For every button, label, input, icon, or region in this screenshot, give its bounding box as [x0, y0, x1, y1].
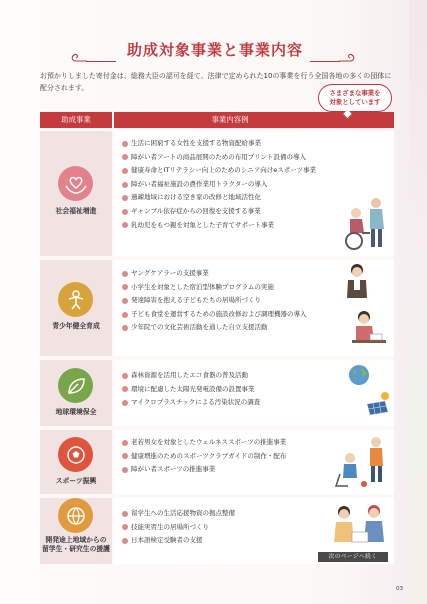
list-item: 健康増進のためのスポーツクラブガイドの制作・配布: [122, 450, 286, 464]
list-item: 健康寿命とITリテラシー向上のためのシニア向けeスポーツ事業: [122, 164, 316, 178]
title-swirl-right-icon: [338, 52, 356, 66]
list-item: 障がい者アートの商品展開のための布用プリント設備の導入: [122, 151, 316, 165]
title-rule-left: [86, 61, 116, 62]
header-divider: [112, 112, 114, 128]
list-item: 環境に配慮した太陽光発電設備の設置事業: [122, 383, 260, 397]
category-cell: [40, 360, 112, 426]
table-row-sports: [40, 430, 394, 494]
list-item: 森林資源を活用したエコ食器の普及活動: [122, 369, 260, 383]
list-item: 子ども食堂を運営するための施設改修および調理機器の導入: [122, 308, 307, 322]
list-item: ギャンブル依存症からの回復を支援する事業: [122, 205, 316, 219]
list-item: 発達障害を抱える子どもたちの居場所づくり: [122, 294, 307, 308]
list-item: 技能実習生の居場所づくり: [122, 521, 235, 535]
leaf-globe-icon: [58, 368, 93, 403]
list-item: 留学生への生活応援物資の拠点整備: [122, 507, 235, 521]
table-header: [40, 112, 394, 128]
list-item: 障がい者福祉施設の農作業用トラクターの導入: [122, 178, 316, 192]
callout-bubble: [318, 84, 392, 112]
category-label: 社会福祉増進: [55, 207, 97, 215]
category-cell: [40, 260, 112, 356]
category-label-line: 開発途上地域からの: [45, 536, 107, 544]
content-cell: [114, 260, 394, 356]
intro-text: お預かりしました寄付金は、総務大臣の認可を経て、法律で定められた10の事業を行う全国各地の多くの団体に配分されます。: [40, 72, 392, 92]
list-item: 老若男女を対象としたウェルネススポーツの推進事業: [122, 436, 286, 450]
item-list: [122, 267, 307, 335]
list-item: 日本語検定受験者の支援: [122, 534, 235, 548]
youth-figure-icon: [58, 282, 93, 317]
category-cell: [40, 498, 112, 564]
category-label: スポーツ振興: [55, 477, 97, 485]
header-content: 事業内容例: [211, 115, 249, 124]
item-list: [122, 137, 316, 232]
list-item: 小学生を対象とした宿泊型体験プログラムの実施: [122, 281, 307, 295]
side-decoration: [409, 0, 427, 604]
sports-ball-icon: [58, 437, 93, 472]
student-illustration: [342, 262, 372, 302]
title-swirl-left-icon: [70, 52, 88, 66]
content-cell: [114, 131, 394, 256]
students-globe-icon: [58, 498, 93, 533]
content-cell: [114, 360, 394, 426]
list-item: マイクロプラスチックによる汚染状況の調査: [122, 396, 260, 410]
page-title: 助成対象事業と事業内容: [126, 40, 303, 59]
list-item: 生活に困窮する女性を支援する物資配給事業: [122, 137, 316, 151]
list-item: ヤングケアラーの支援事業: [122, 267, 307, 281]
table-row-youth: [40, 260, 394, 356]
title-container: [90, 38, 340, 60]
header-category: 助成事業: [61, 115, 91, 124]
category-label-line: 留学生・研究生の援護: [42, 545, 110, 553]
callout-line: さまざまな事業を: [329, 89, 381, 97]
item-list: [122, 436, 286, 477]
solar-panel-illustration: [364, 390, 392, 418]
category-cell: [40, 430, 112, 494]
hands-heart-icon: [58, 166, 93, 201]
table-row-welfare: [40, 131, 394, 256]
page-number: 03: [396, 586, 404, 592]
next-page-label: 次のページへ続く: [318, 552, 388, 562]
item-list: [122, 507, 235, 548]
list-item: 過疎地域における空き家の改修と地域活性化: [122, 191, 316, 205]
category-label: [40, 536, 112, 554]
category-label: 青少年健全育成: [52, 322, 100, 330]
list-item: 少年院での文化芸術活動を通した自立支援活動: [122, 321, 307, 335]
category-cell: [40, 131, 112, 256]
content-cell: [114, 430, 394, 494]
grant-table: [40, 112, 394, 564]
elderly-wheelchair-illustration: [340, 195, 390, 251]
sports-people-illustration: [334, 434, 390, 490]
list-item: 乳幼児をもつ親を対象とした子育てサポート事業: [122, 219, 316, 233]
students-illustration: [330, 502, 390, 552]
table-row-environment: [40, 360, 394, 426]
item-list: [122, 369, 260, 410]
callout-line: 対象としています: [329, 98, 381, 106]
category-label: 地球環境保全: [55, 408, 97, 416]
list-item: 障がい者スポーツの推進事業: [122, 463, 286, 477]
title-rule-right: [310, 61, 340, 62]
studying-child-illustration: [350, 308, 388, 350]
earth-illustration: [348, 364, 370, 386]
